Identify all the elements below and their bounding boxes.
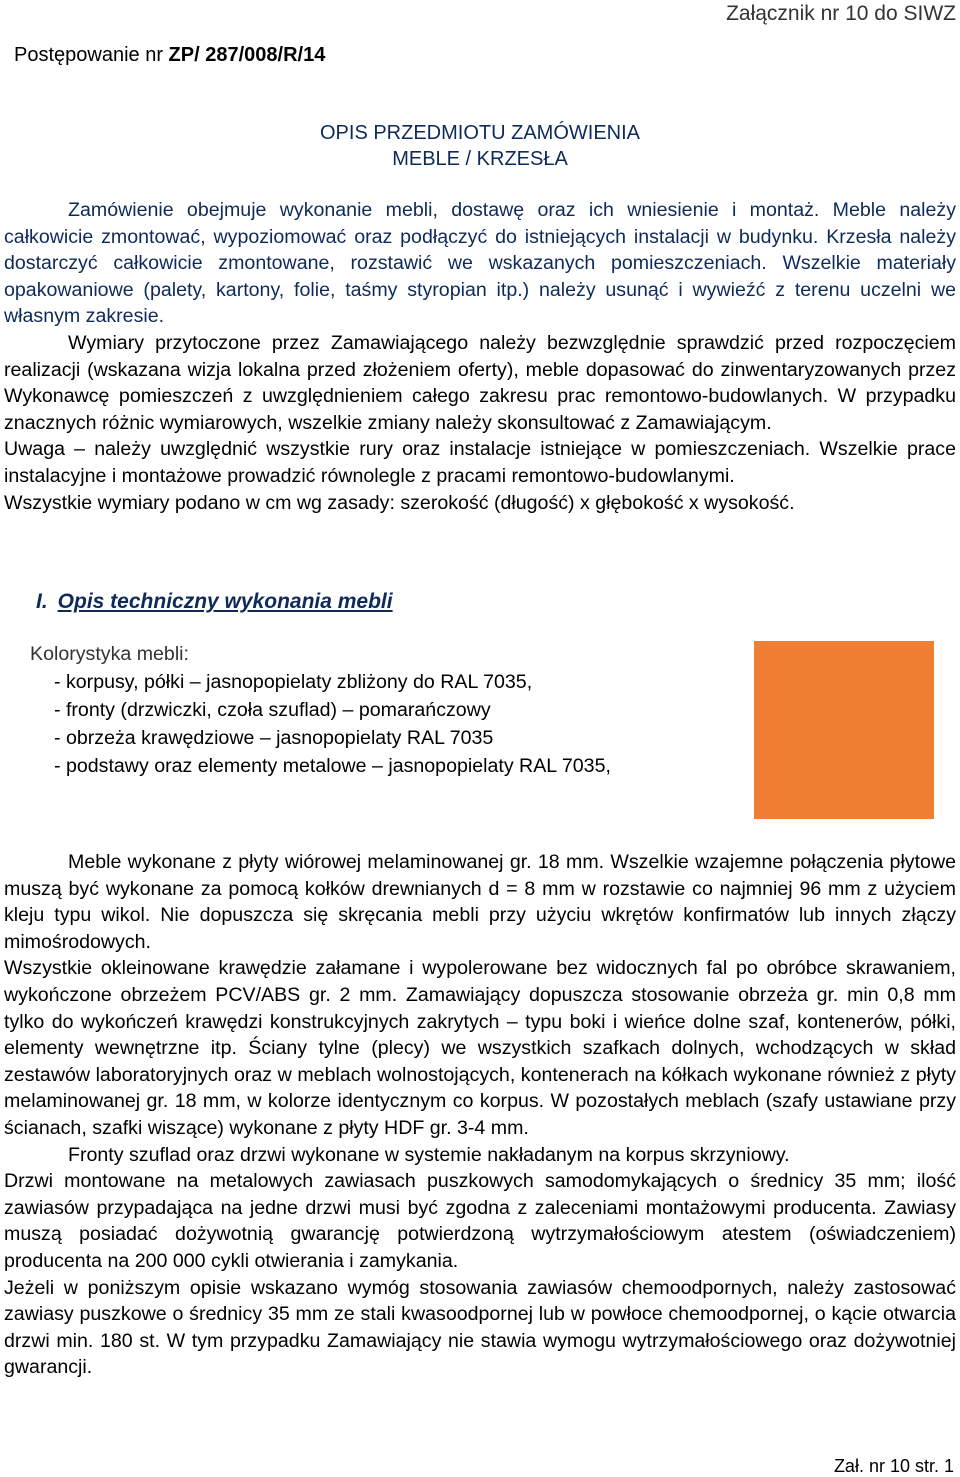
intro-paragraph-1: Zamówienie obejmuje wykonanie mebli, dostawę oraz ich wniesienie i montaż. Meble należy całkowicie zmontować, wypoziomować oraz podłączyć do istniejących instalacji w budynku. Krzesła należy dostarczyć całkowicie zmontowane, rozstawić we wskazanych pomieszczeniach. Wszelkie materiały opakowaniowe (palety, kartony, folie, taśmy styropian itp.) należy usunąć i wywieźć z terenu uczelni we własnym zakresie. <box>4 199 956 328</box>
color-item: - fronty (drzwiczki, czoła szuflad) – pomarańczowy <box>54 699 491 721</box>
color-item: - obrzeża krawędziowe – jasnopopielaty RAL 7035 <box>54 727 494 749</box>
color-item: - korpusy, półki – jasnopopielaty zbliżony do RAL 7035, <box>54 671 533 693</box>
color-scheme <box>30 640 611 780</box>
tech-paragraph-4: Drzwi montowane na metalowych zawiasach puszkowych samodomykających o średnicy 35 mm; ilość zawiasów przypadająca na jedne drzwi musi być zgodna z zaleceniami montażowymi producenta. Zawiasy muszą posiadać dożywotnią gwarancję potwierdzoną wytrzymałościowym atestem (oświadczeniem) producenta na 200 000 cykli otwierania i zamykania. <box>4 1170 956 1272</box>
title-line-1: OPIS PRZEDMIOTU ZAMÓWIENIA <box>319 122 640 144</box>
tech-paragraph-1: Meble wykonane z płyty wiórowej melaminowanej gr. 18 mm. Wszelkie wzajemne połączenia płytowe muszą być wykonane za pomocą kołków drewnianych d = 8 mm w rozstawie co najmniej 96 mm z użyciem kleju typu wikol. Nie dopuszcza się skręcania mebli przy użyciu wkrętów konfirmatów lub innych złączy mimośrodowych. <box>4 851 956 953</box>
attachment-label: Załącznik nr 10 do SIWZ <box>726 2 956 25</box>
orange-color-swatch <box>754 641 934 819</box>
color-item: - podstawy oraz elementy metalowe – jasnopopielaty RAL 7035, <box>54 755 611 777</box>
section-title: Opis techniczny wykonania mebli <box>57 590 393 613</box>
technical-section <box>4 849 956 1381</box>
section-heading <box>36 590 393 614</box>
intro-paragraph-2: Wymiary przytoczone przez Zamawiającego należy bezwzględnie sprawdzić przed rozpoczęciem realizacji (wskazana wizja lokalna przed złożeniem oferty), meble dopasować do zinwentaryzowanych przez Wykonawcę pomieszczeń z uwzględnieniem całego zakresu prac remontowo-budowlanych. W przypadku znacznych różnic wymiarowych, wszelkie zmiany należy skonsultować z Zamawiającym. <box>4 331 956 434</box>
tech-paragraph-3: Fronty szuflad oraz drzwi wykonane w systemie nakładanym na korpus skrzyniowy. <box>68 1143 790 1166</box>
title-line-2: MEBLE / KRZESŁA <box>392 148 568 170</box>
intro-section <box>4 197 956 516</box>
section-number: I. <box>36 590 48 613</box>
intro-paragraph-4: Wszystkie wymiary podano w cm wg zasady: szerokość (długość) x głębokość x wysokość. <box>4 491 795 514</box>
procedure-code: ZP/ 287/008/R/14 <box>168 44 326 66</box>
procedure-label: Postępowanie nr <box>14 44 163 66</box>
tech-paragraph-5: Jeżeli w poniższym opisie wskazano wymóg stosowania zawiasów chemoodpornych, należy zastosować zawiasy puszkowe o średnicy 35 mm ze stali kwasoodpornej lub w powłoce chemoodpornej, o kącie otwarcia drzwi min. 180 st. W tym przypadku Zamawiający nie stawia wymogu wytrzymałościowego oraz dożywotniej gwarancji. <box>4 1276 956 1379</box>
tech-paragraph-2: Wszystkie okleinowane krawędzie załamane i wypolerowane bez widocznych fal po obróbce skrawaniem, wykończone obrzeżem PCV/ABS gr. 2 mm. Zamawiający dopuszcza stosowanie obrzeża gr. min 0,8 mm tylko do wykończeń krawędzi konstrukcyjnych zakrytych – typu boki i wieńce dolne szaf, kontenerów, półki, elementy wewnętrzne itp. Ściany tylne (plecy) we wszystkich szafkach dolnych, wchodzących w skład zestawów laboratoryjnych oraz w meblach wolnostojących, kontenerach na kółkach wykonane również z płyty melaminowanej gr. 18 mm, w kolorze identycznym co korpus. W pozostałych meblach (szafy ustawiane przy ścianach, szafki wiszące) wykonane z płyty HDF gr. 3-4 mm. <box>4 957 956 1139</box>
procedure-number <box>14 44 325 67</box>
color-heading: Kolorystyka mebli: <box>30 643 189 665</box>
page-footer: Zał. nr 10 str. 1 <box>833 1456 954 1476</box>
intro-paragraph-3: Uwaga – należy uwzględnić wszystkie rury oraz instalacje istniejące w pomieszczeniach. Wszelkie prace instalacyjne i montażowe prowadzić równolegle z pracami remontowo-budowlanymi. <box>4 438 956 487</box>
document-title <box>0 120 960 172</box>
